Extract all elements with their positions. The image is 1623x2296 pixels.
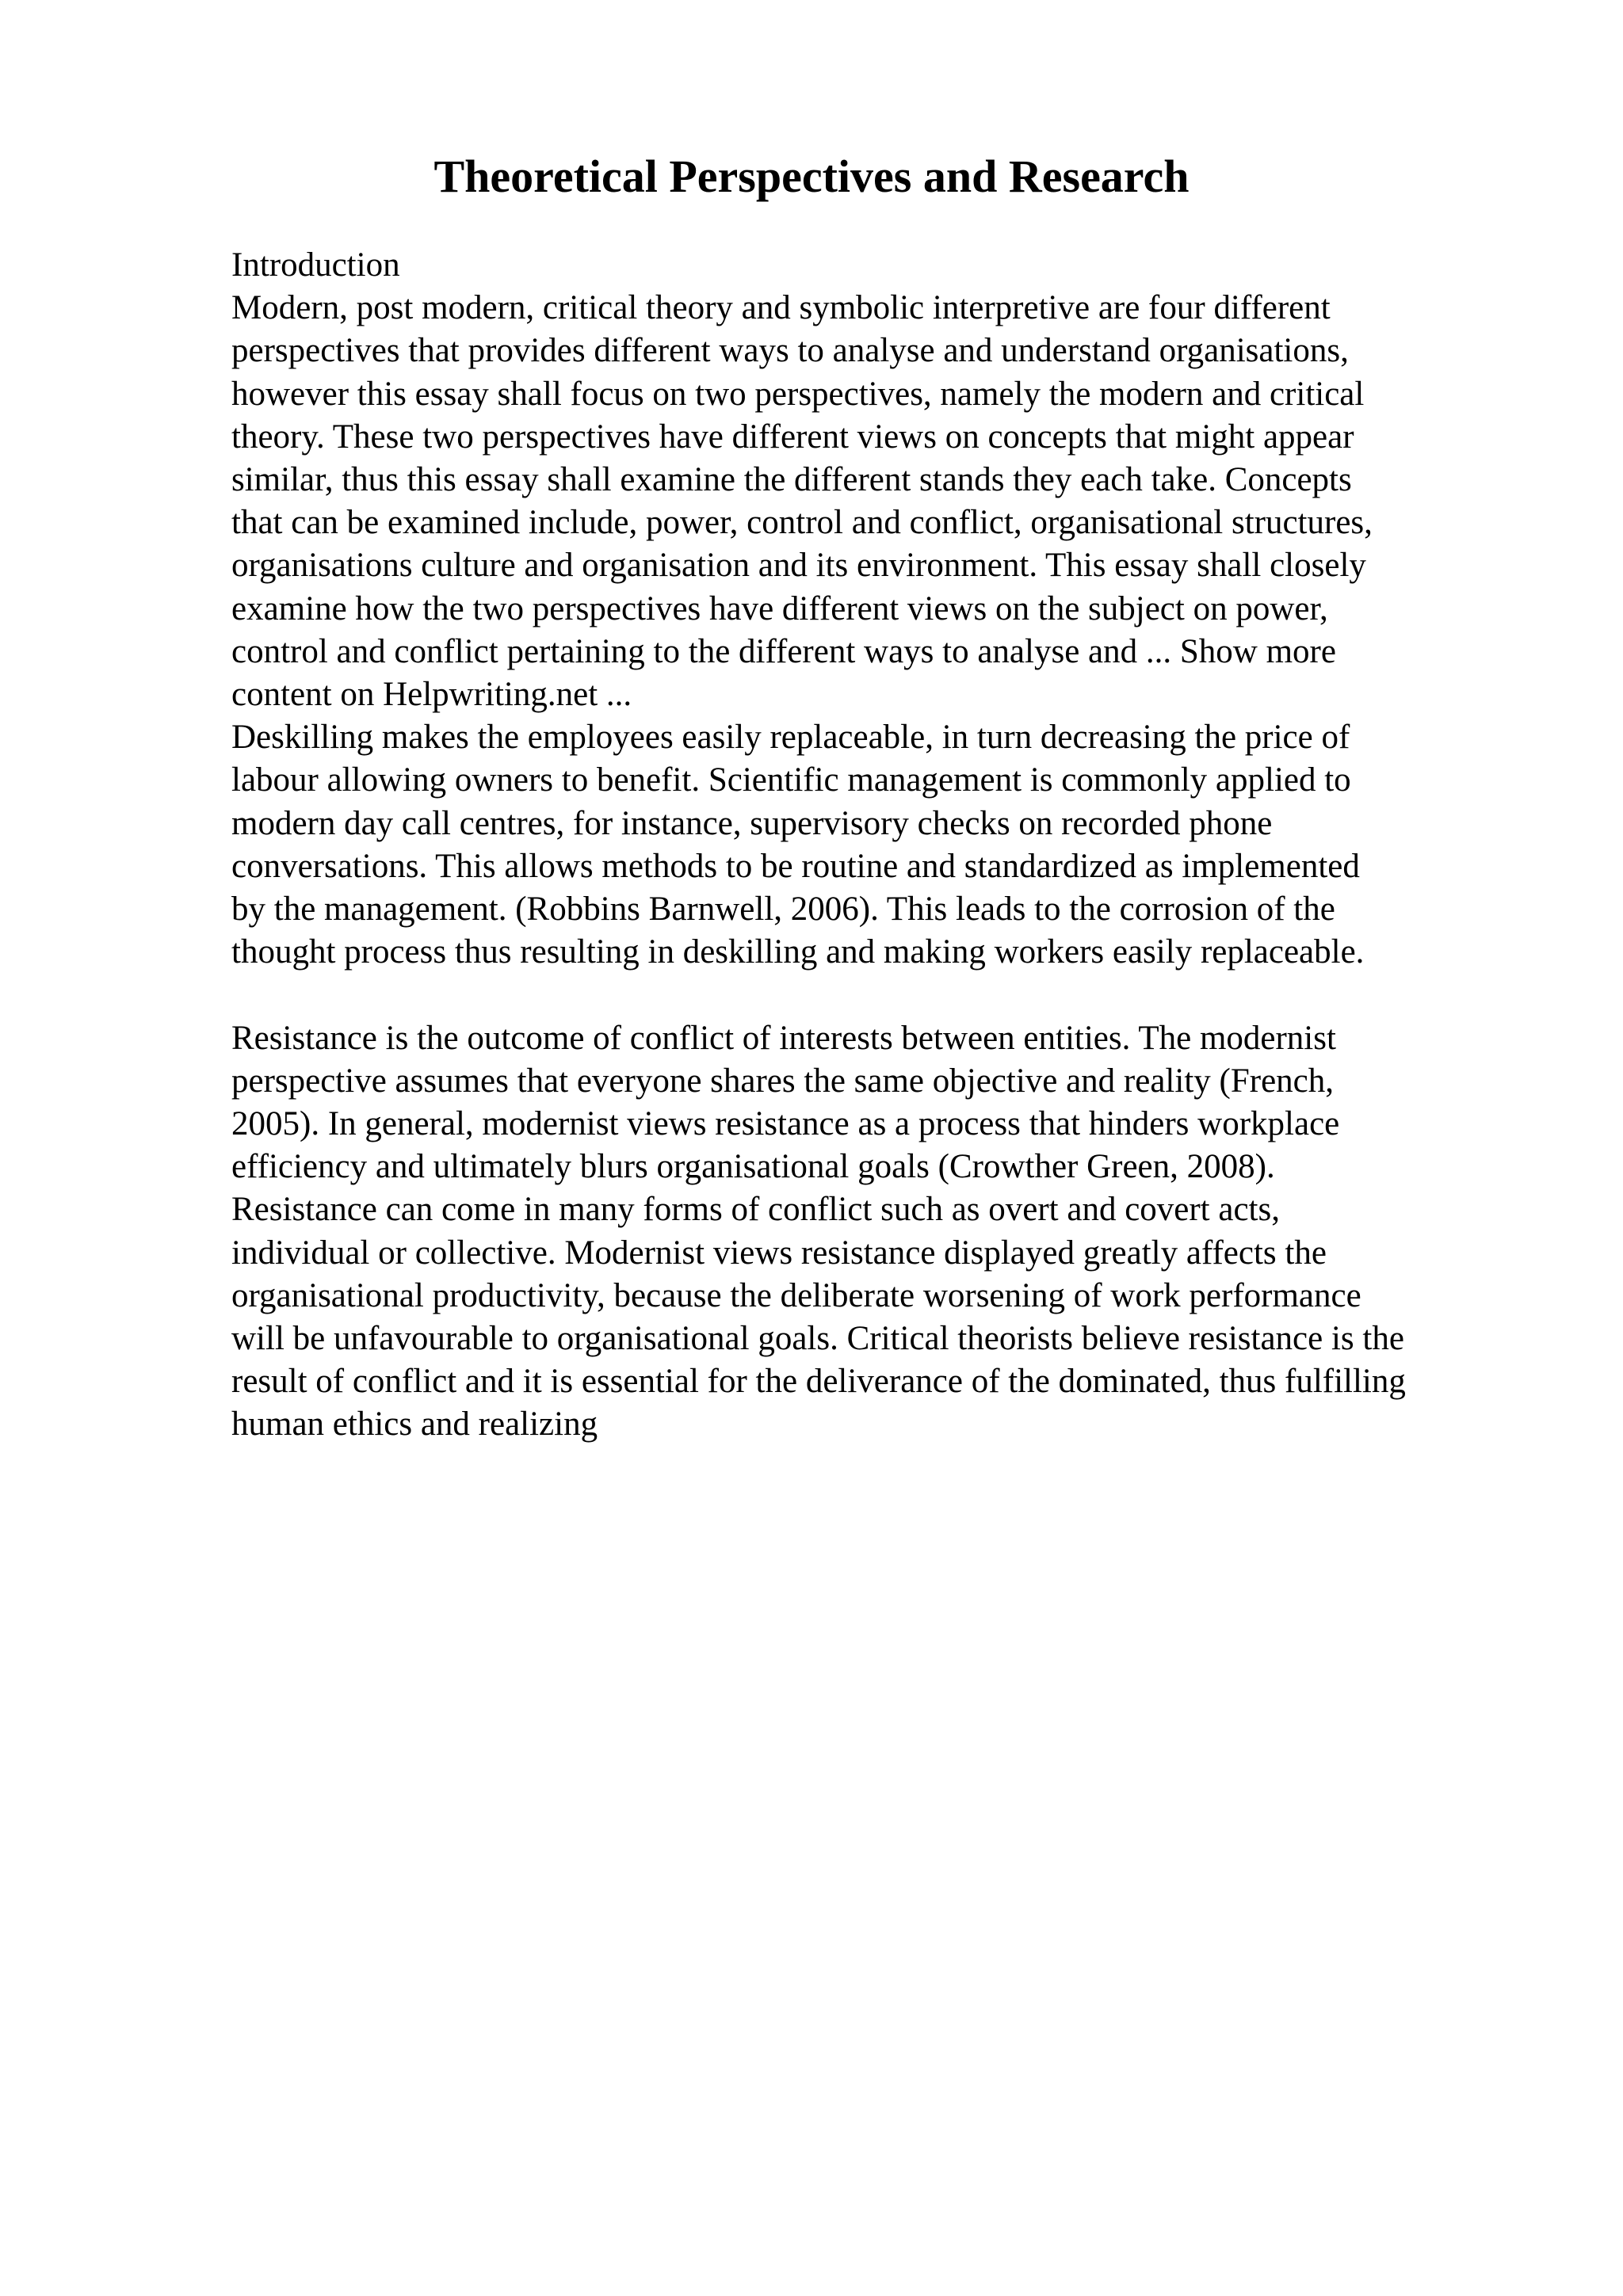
- text-line: Resistance can come in many forms of conflict such as overt and covert acts,: [231, 1191, 1280, 1229]
- text-line: organisations culture and organisation and its environment. This essay shall closely: [231, 547, 1366, 585]
- text-line: efficiency and ultimately blurs organisational goals (Crowther Green, 2008).: [231, 1148, 1275, 1186]
- text-line: Resistance is the outcome of conflict of interests between entities. The modernist: [231, 1019, 1336, 1057]
- text-line: content on Helpwriting.net ...: [231, 676, 632, 714]
- text-line: individual or collective. Modernist views resistance displayed greatly affects the: [231, 1234, 1327, 1272]
- text-line: modern day call centres, for instance, supervisory checks on recorded phone: [231, 804, 1273, 842]
- text-line: Deskilling makes the employees easily replaceable, in turn decreasing the price of: [231, 719, 1350, 757]
- text-line: theory. These two perspectives have different views on concepts that might appear: [231, 418, 1354, 456]
- section-heading-introduction: Introduction: [231, 246, 400, 284]
- document-body: [231, 244, 1539, 1447]
- text-line: however this essay shall focus on two perspectives, namely the modern and critical: [231, 375, 1365, 413]
- text-line: similar, thus this essay shall examine the different stands they each take. Concepts: [231, 461, 1352, 499]
- text-line: human ethics and realizing: [231, 1405, 598, 1444]
- text-line: perspective assumes that everyone shares the same objective and reality (French,: [231, 1062, 1334, 1100]
- text-line: conversations. This allows methods to be routine and standardized as implemented: [231, 847, 1360, 885]
- text-line: labour allowing owners to benefit. Scientific management is commonly applied to: [231, 761, 1351, 799]
- paragraph-break: [231, 974, 1539, 1016]
- document-title: Theoretical Perspectives and Research: [433, 151, 1190, 202]
- text-line: perspectives that provides different ways to analyse and understand organisations,: [231, 332, 1349, 370]
- text-line: control and conflict pertaining to the different ways to analyse and ... Show more: [231, 632, 1336, 670]
- text-line: Modern, post modern, critical theory and symbolic interpretive are four different: [231, 289, 1331, 327]
- text-line: organisational productivity, because the deliberate worsening of work performance: [231, 1276, 1361, 1314]
- text-line: by the management. (Robbins Barnwell, 2006). This leads to the corrosion of the: [231, 891, 1335, 929]
- text-line: will be unfavourable to organisational goals. Critical theorists believe resistance is the: [231, 1320, 1404, 1358]
- text-line: thought process thus resulting in deskilling and making workers easily replaceable.: [231, 933, 1365, 971]
- text-line: examine how the two perspectives have different views on the subject on power,: [231, 589, 1328, 627]
- text-line: result of conflict and it is essential for the deliverance of the dominated, thus fulfilling: [231, 1363, 1406, 1401]
- text-line: that can be examined include, power, control and conflict, organisational structures,: [231, 504, 1373, 542]
- text-line: 2005). In general, modernist views resistance as a process that hinders workplace: [231, 1105, 1340, 1143]
